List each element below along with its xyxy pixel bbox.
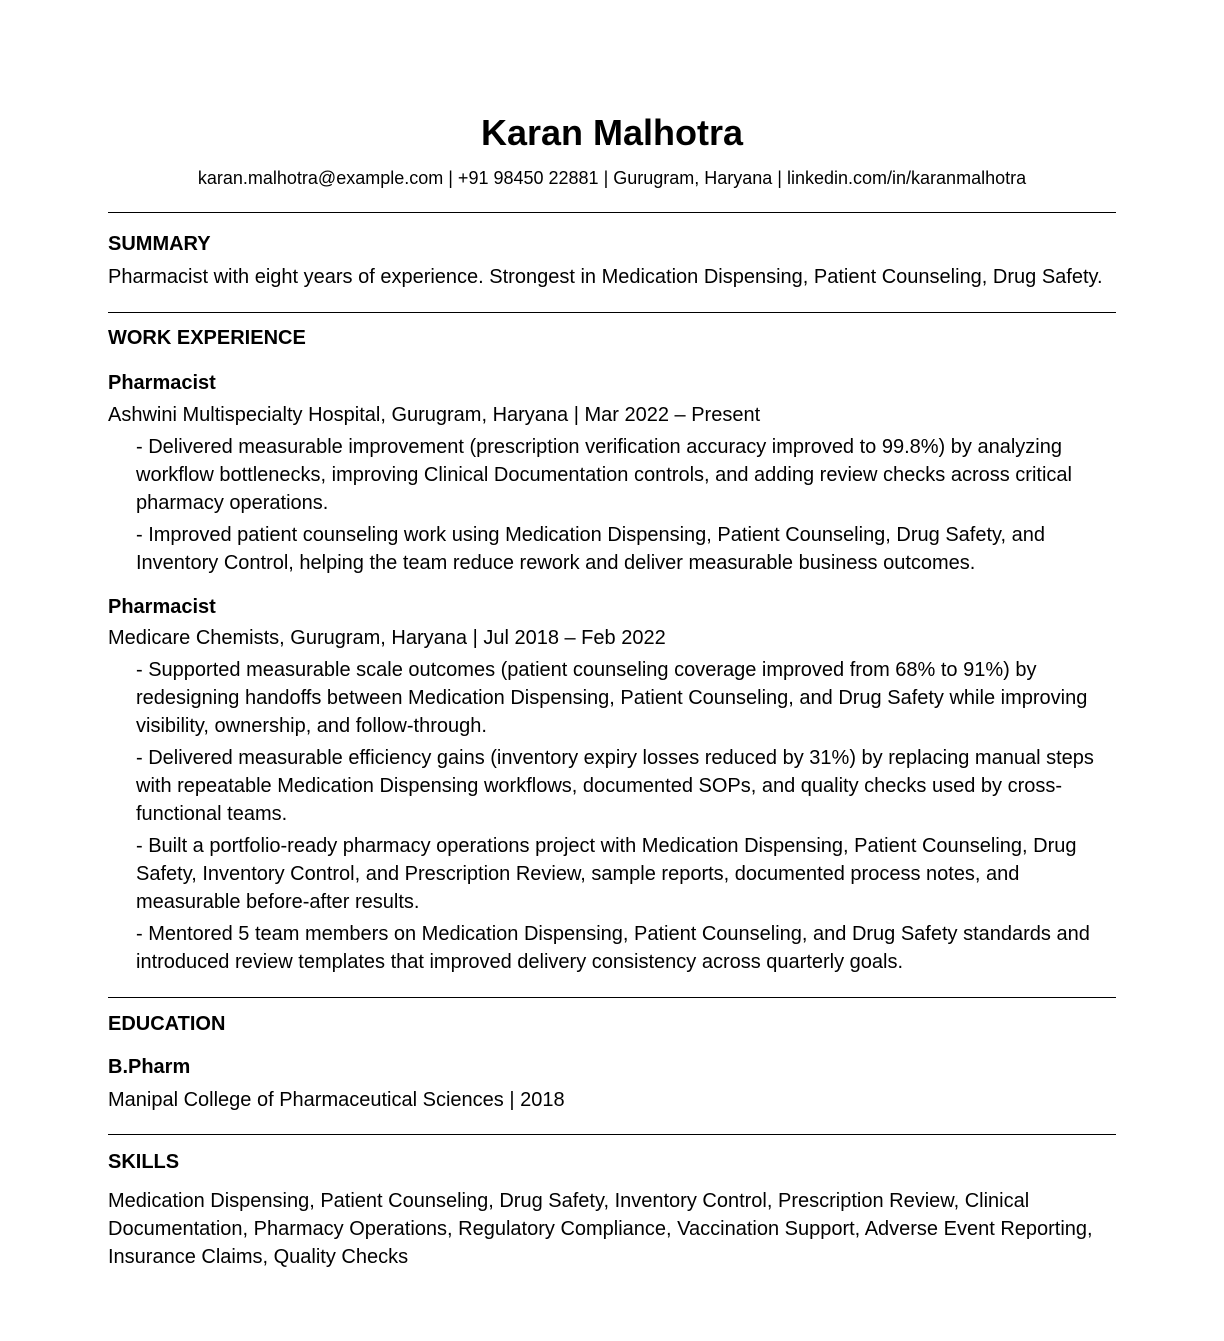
work-experience-heading: WORK EXPERIENCE (108, 327, 306, 349)
job-bullet: - Delivered measurable improvement (prescription verification accuracy improved to 99.8%) by analyzing workflow bottlenecks, improving Clinical Documentation controls, and adding review checks across critical pharmacy operations. (136, 433, 1106, 517)
job-bullet: - Built a portfolio-ready pharmacy operations project with Medication Dispensing, Patient Counseling, Drug Safety, Inventory Control, and Prescription Review, sample reports, documented process notes, and measurable before-after results. (136, 832, 1106, 916)
job-bullet: - Delivered measurable efficiency gains (inventory expiry losses reduced by 31%) by replacing manual steps with repeatable Medication Dispensing workflows, documented SOPs, and quality checks used by cross-functional teams. (136, 744, 1106, 828)
contact-line: karan.malhotra@example.com | +91 98450 22881 | Gurugram, Haryana | linkedin.com/in/karanmalhotra (197, 168, 1027, 188)
job-title: Pharmacist (108, 372, 216, 394)
job-bullets (136, 433, 1106, 581)
summary-text: Pharmacist with eight years of experience. Strongest in Medication Dispensing, Patient Counseling, Drug Safety. (108, 266, 1103, 288)
job-bullet: - Supported measurable scale outcomes (patient counseling coverage improved from 68% to 91%) by redesigning handoffs between Medication Dispensing, Patient Counseling, and Drug Safety while improving visibility, ownership, and follow-through. (136, 656, 1106, 740)
job-meta: Medicare Chemists, Gurugram, Haryana | Jul 2018 – Feb 2022 (108, 627, 666, 649)
section-divider (108, 312, 1116, 313)
job-title: Pharmacist (108, 596, 216, 618)
school-line: Manipal College of Pharmaceutical Sciences | 2018 (108, 1089, 565, 1111)
section-divider (108, 1134, 1116, 1135)
candidate-name: Karan Malhotra (480, 112, 744, 153)
job-meta: Ashwini Multispecialty Hospital, Gurugram, Haryana | Mar 2022 – Present (108, 404, 761, 426)
section-divider (108, 997, 1116, 998)
degree-title: B.Pharm (108, 1056, 191, 1078)
skills-text: Medication Dispensing, Patient Counseling, Drug Safety, Inventory Control, Prescription Review, Clinical Documentation, Pharmacy Operations, Regulatory Compliance, Vaccination Support, Adverse Event Reporting, Insurance Claims, Quality Checks (108, 1190, 1093, 1268)
skills-heading: SKILLS (108, 1151, 180, 1173)
section-divider (108, 212, 1116, 213)
job-bullets (136, 656, 1106, 980)
job-bullet: - Mentored 5 team members on Medication Dispensing, Patient Counseling, and Drug Safety standards and introduced review templates that improved delivery consistency across quarterly goals. (136, 920, 1106, 976)
education-heading: EDUCATION (108, 1013, 226, 1035)
summary-heading: SUMMARY (108, 233, 211, 255)
job-bullet: - Improved patient counseling work using Medication Dispensing, Patient Counseling, Drug Safety, and Inventory Control, helping the team reduce rework and deliver measurable business outcomes. (136, 521, 1106, 577)
